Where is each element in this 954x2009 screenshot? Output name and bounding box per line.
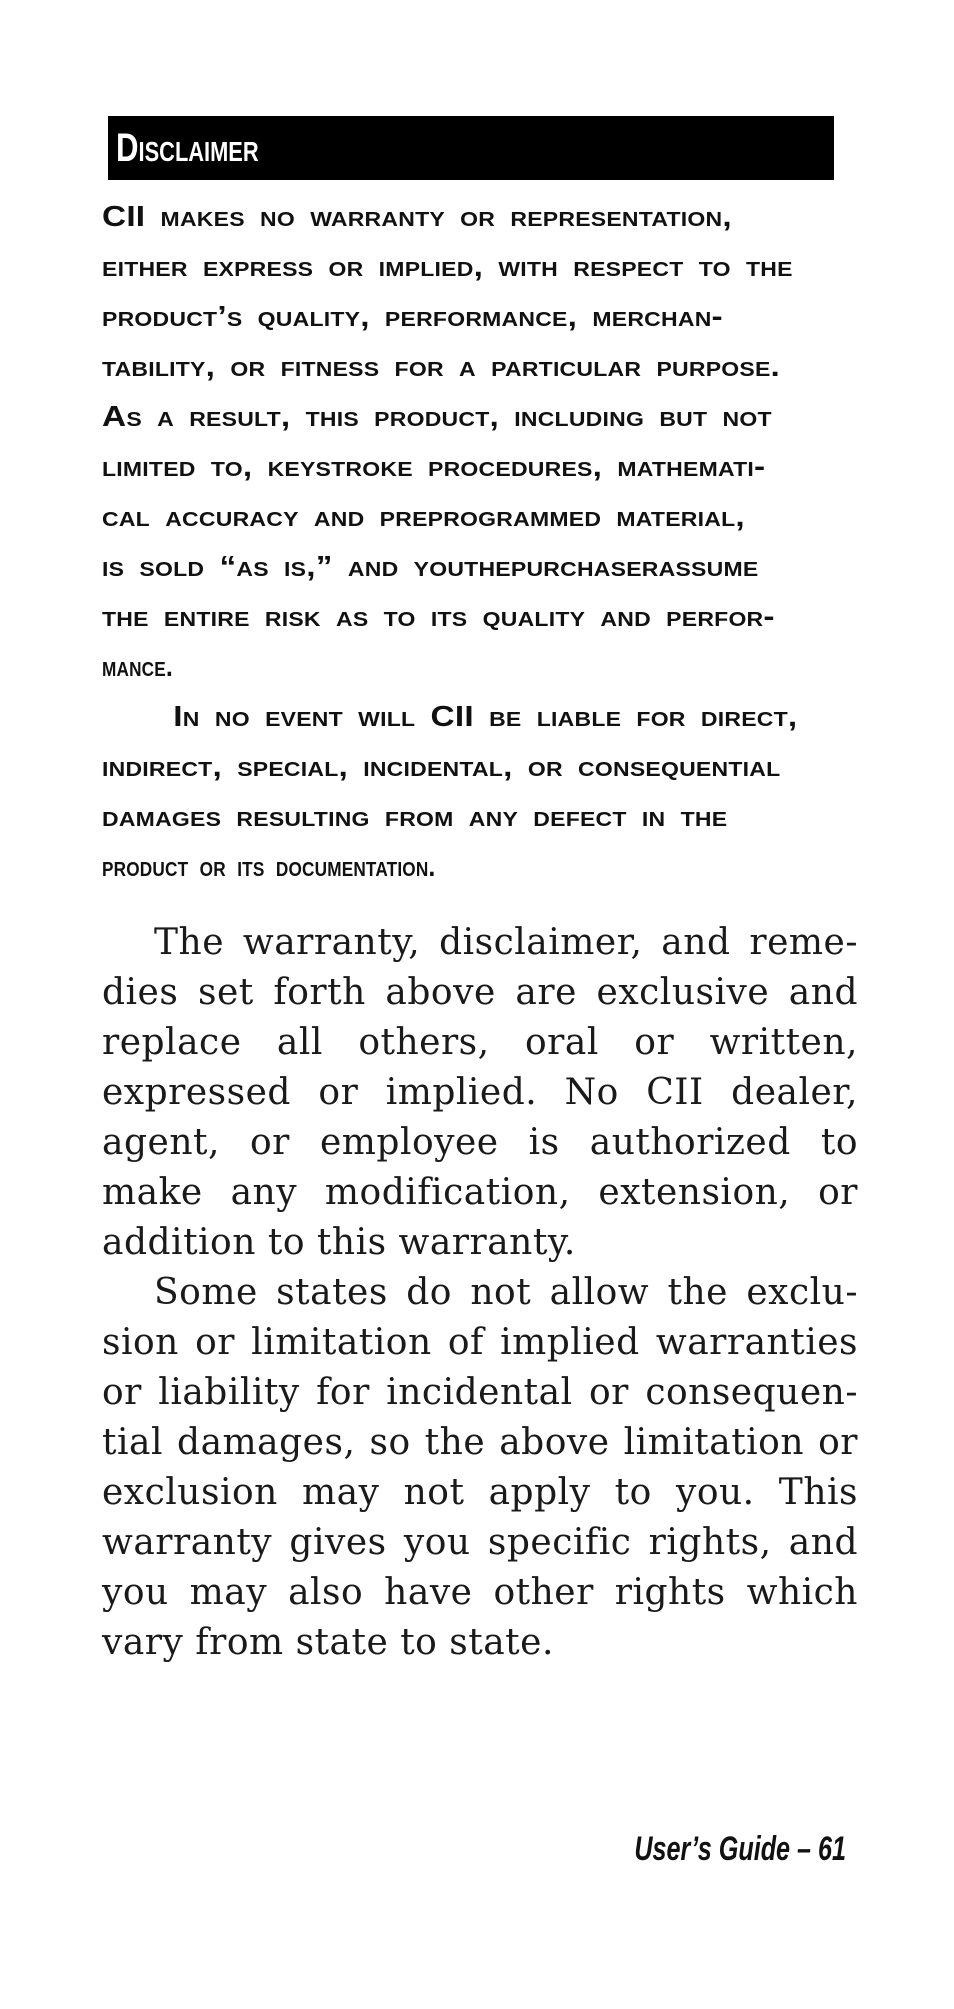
caps-line: product or its documentation. bbox=[102, 851, 436, 883]
body-line: make any modification, extension, or bbox=[102, 1172, 858, 1213]
body-line: dies set forth above are exclusive and bbox=[102, 972, 858, 1013]
caps-line: damages resulting from any defect in the bbox=[102, 801, 728, 833]
body-line: replace all others, oral or written, bbox=[102, 1022, 858, 1063]
caps-line: is sold “as is,” and youthepurchaserassume bbox=[102, 551, 759, 583]
body-line: warranty gives you specific rights, and bbox=[102, 1522, 858, 1563]
caps-line: As a result, this product, including but not bbox=[102, 401, 772, 433]
body-line: vary from state to state. bbox=[102, 1622, 554, 1663]
caps-line: CII makes no warranty or representation, bbox=[102, 201, 732, 233]
body-line: expressed or implied. No CII dealer, bbox=[102, 1072, 858, 1113]
body-line: you may also have other rights which bbox=[102, 1572, 858, 1613]
caps-line: product’s quality, performance, merchan- bbox=[102, 301, 723, 333]
caps-line: either express or implied, with respect to the bbox=[102, 251, 793, 283]
caps-line: tability, or fitness for a particular purpose. bbox=[102, 351, 781, 383]
caps-line: cal accuracy and preprogrammed material, bbox=[102, 501, 745, 533]
caps-line: indirect, special, incidental, or consequential bbox=[102, 751, 781, 783]
body-line: tial damages, so the above limitation or bbox=[102, 1422, 858, 1463]
body-line: Some states do not allow the exclu- bbox=[154, 1272, 858, 1313]
caps-line: In no event will CII be liable for direct, bbox=[173, 701, 798, 733]
caps-line: mance. bbox=[102, 651, 174, 683]
caps-line: the entire risk as to its quality and perfor- bbox=[102, 601, 775, 633]
section-title: Disclaimer bbox=[116, 125, 259, 170]
body-line: agent, or employee is authorized to bbox=[102, 1122, 858, 1163]
page-footer: User’s Guide – 61 bbox=[634, 1830, 846, 1868]
body-line: addition to this warranty. bbox=[102, 1222, 576, 1263]
body-line: sion or limitation of implied warranties bbox=[102, 1322, 858, 1363]
body-line: exclusion may not apply to you. This bbox=[102, 1472, 858, 1513]
body-text-block bbox=[102, 918, 858, 1668]
caps-line: limited to, keystroke procedures, mathemati- bbox=[102, 451, 766, 483]
section-header-bar bbox=[108, 116, 834, 180]
body-line: The warranty, disclaimer, and reme- bbox=[154, 922, 858, 963]
body-line: or liability for incidental or consequen- bbox=[102, 1372, 858, 1413]
disclaimer-caps-block bbox=[102, 192, 862, 892]
